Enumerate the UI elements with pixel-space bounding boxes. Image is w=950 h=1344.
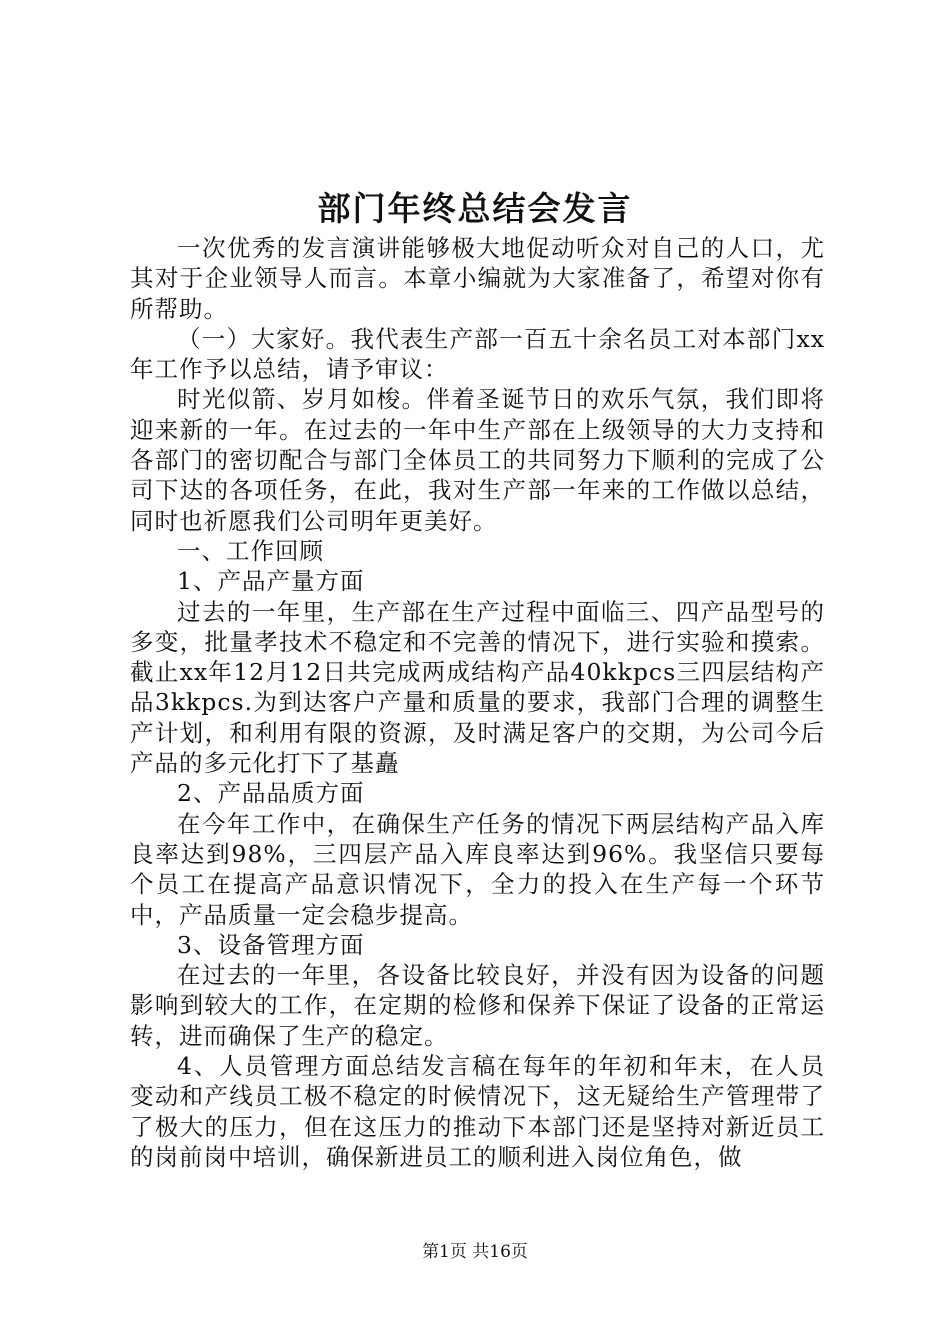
paragraph-greeting: （一）大家好。我代表生产部一百五十余名员工对本部门xx年工作予以总结，请予审议：	[130, 324, 825, 384]
page-number-footer: 第1页 共16页	[422, 1242, 528, 1262]
subheading-output: 1、产品产量方面	[177, 567, 365, 596]
paragraph-output: 过去的一年里，生产部在生产过程中面临三、四产品型号的多变，批量孝技术不稳定和不完善的情况下，进行实验和摸索。截止xx年12月12日共完成两成结构产品40kkpcs三四层结构产品3kkpcs.为到达客户产量和质量的要求，我部门合理的调整生产计划，和利用有限的资源，及时满足客户的交期，为公司今后产品的多元化打下了基矗	[130, 597, 825, 778]
paragraph-personnel: 4、人员管理方面总结发言稿在每年的年初和年末，在人员变动和产线员工极不稳定的时候情况下，这无疑给生产管理带了了极大的压力，但在这压力的推动下本部门还是坚持对新近员工的岗前岗中培训，确保新进员工的顺利进入岗位角色，做	[130, 1052, 825, 1171]
paragraph-intro: 一次优秀的发言演讲能够极大地促动听众对自己的人口，尤其对于企业领导人而言。本章小编就为大家准备了，希望对你有所帮助。	[130, 234, 825, 323]
paragraph-equipment: 在过去的一年里，各设备比较良好，并没有因为设备的问题影响到较大的工作，在定期的检修和保养下保证了设备的正常运转，进而确保了生产的稳定。	[130, 961, 825, 1050]
paragraph-opening: 时光似箭、岁月如梭。伴着圣诞节日的欢乐气氛，我们即将迎来新的一年。在过去的一年中生产部在上级领导的大力支持和各部门的密切配合与部门全体员工的共同努力下顺利的完成了公司下达的各项任务，在此，我对生产部一年来的工作做以总结，同时也祈愿我们公司明年更美好。	[130, 385, 825, 535]
section-heading-work-review: 一、工作回顾	[177, 536, 324, 565]
document-body	[130, 233, 825, 1172]
document-title: 部门年终总结会发言	[317, 189, 633, 228]
subheading-quality: 2、产品品质方面	[177, 779, 365, 808]
subheading-equipment: 3、设备管理方面	[177, 930, 365, 959]
paragraph-quality: 在今年工作中，在确保生产任务的情况下两层结构产品入库良率达到98%，三四层产品入库良率达到96%。我坚信只要每个员工在提高产品意识情况下，全力的投入在生产每一个环节中，产品质量一定会稳步提高。	[130, 809, 825, 929]
